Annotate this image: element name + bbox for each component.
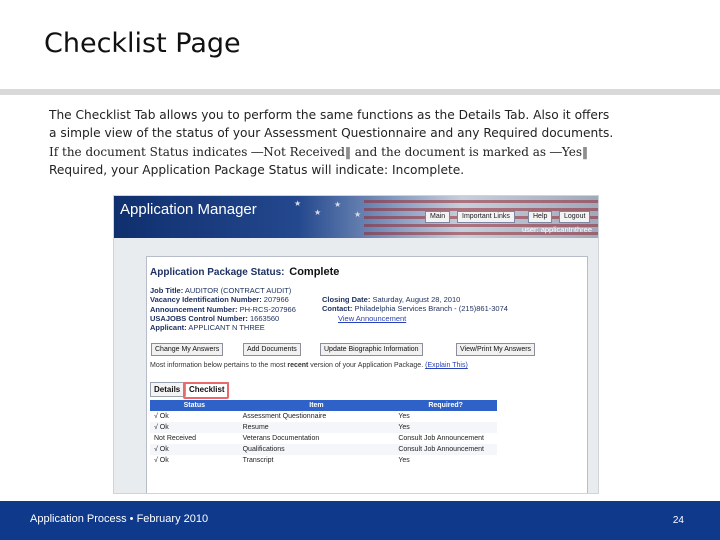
user-label: user: applicantnthree (521, 225, 592, 234)
view-print-my-answers-button[interactable]: View/Print My Answers (456, 343, 535, 356)
star-icon: ★ (354, 210, 362, 219)
nav-help-button[interactable]: Help (528, 211, 552, 223)
required-cell: Yes (394, 422, 497, 433)
app-title: Application Manager (120, 201, 257, 218)
intro-line-1: The Checklist Tab allows you to perform the same functions as the Details Tab. Also it offers (49, 108, 610, 122)
item-cell: Qualifications (239, 444, 395, 455)
table-row (150, 411, 497, 422)
required-cell: Consult Job Announcement (398, 435, 484, 442)
checklist-tab-highlight (183, 382, 229, 399)
intro-line-4: Required, your Application Package Status will indicate: Incomplete. (49, 162, 465, 177)
package-status (150, 266, 339, 278)
checklist-table (150, 400, 497, 466)
status-cell: √ Ok (154, 457, 169, 464)
table-header-row (150, 400, 497, 411)
table-row (150, 444, 497, 455)
column-header: Required? (394, 400, 497, 411)
slide-title: Checklist Page (44, 28, 241, 59)
table-row (150, 433, 497, 444)
star-icon: ★ (314, 208, 322, 217)
footer-text: Application Process • February 2010 (30, 513, 209, 525)
title-divider (0, 89, 720, 95)
column-header: Item (239, 400, 395, 411)
status-cell: Not Received (154, 435, 197, 442)
item-cell: Assessment Questionnaire (242, 413, 327, 420)
star-icon: ★ (334, 200, 342, 209)
add-documents-button[interactable]: Add Documents (243, 343, 301, 356)
change-my-answers-button[interactable]: Change My Answers (151, 343, 223, 356)
nav-logout-button[interactable]: Logout (559, 211, 590, 223)
app-banner (114, 196, 598, 238)
nav-important-links-button[interactable]: Important Links (457, 211, 515, 223)
item-cell: Transcript (242, 457, 274, 464)
required-cell: Consult Job Announcement (394, 444, 497, 455)
main-panel (146, 256, 588, 494)
status-cell: √ Ok (150, 422, 239, 433)
intro-text (49, 106, 649, 179)
version-note: Most information below pertains to the most recent version of your Application Package. (Explain This) (150, 362, 468, 369)
item-cell: Veterans Documentation (242, 435, 320, 442)
star-icon: ★ (294, 199, 302, 208)
intro-line-3: If the document Status indicates ―Not Received‖ and the document is marked as ―Yes‖ (49, 144, 589, 159)
tab-checklist[interactable]: Checklist (185, 382, 229, 397)
table-row (150, 422, 497, 433)
package-status-label: Application Package Status: (150, 267, 285, 278)
page-number: 24 (672, 515, 684, 526)
required-cell: Yes (398, 413, 410, 420)
status-cell: √ Ok (150, 444, 239, 455)
item-cell: Resume (239, 422, 395, 433)
column-header: Status (150, 400, 239, 411)
update-biographic-information-button[interactable]: Update Biographic Information (320, 343, 423, 356)
view-announcement-link[interactable]: View Announcement (338, 313, 407, 323)
tab-details[interactable]: Details (150, 382, 184, 397)
status-cell: √ Ok (154, 413, 169, 420)
required-cell: Yes (398, 457, 410, 464)
nav-main-button[interactable]: Main (425, 211, 450, 223)
applicant-info: Job Title: AUDITOR (CONTRACT AUDIT) Vacancy Identification Number: 207966 Announcement Number: PH-RCS-207966 USAJOBS Control Number: 1663560 Applicant: APPLICANT N THREE (150, 286, 296, 333)
explain-this-link[interactable]: (Explain This) (425, 362, 468, 369)
application-manager-screenshot (113, 195, 599, 494)
vacancy-info: Closing Date: Saturday, August 28, 2010 Contact: Philadelphia Services Branch - (215)861-3074 View Announcement (322, 295, 508, 323)
package-status-value: Complete (289, 266, 340, 278)
intro-line-2: a simple view of the status of your Assessment Questionnaire and any Required documents. (49, 126, 614, 141)
table-row (150, 455, 497, 466)
